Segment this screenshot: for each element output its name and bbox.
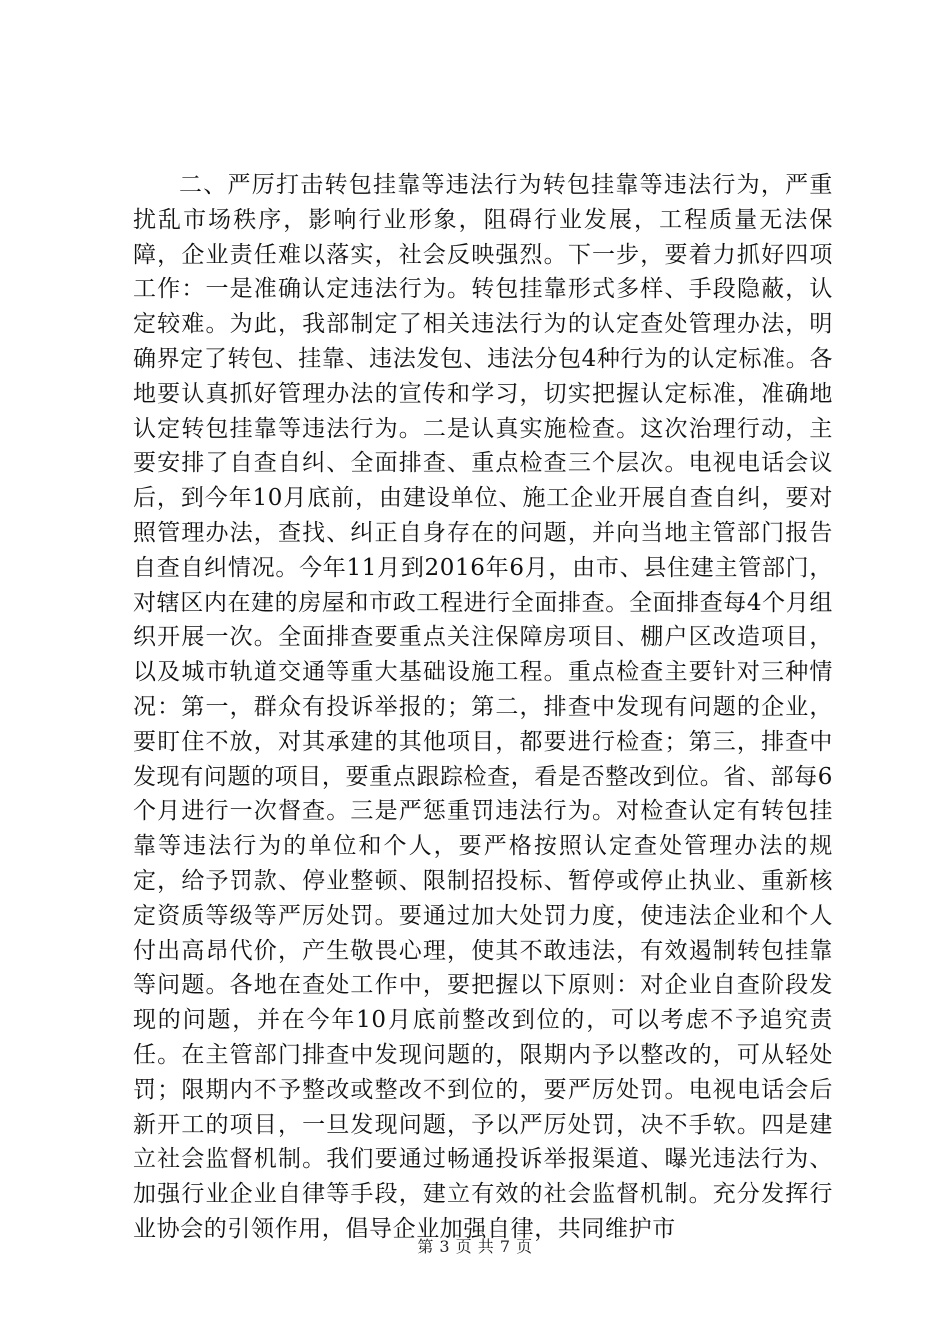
- page-footer: 第 3 页 共 7 页: [417, 1237, 533, 1256]
- body-paragraph: 二、严厉打击转包挂靠等违法行为转包挂靠等违法行为，严重扰乱市场秩序，影响行业形象，阻碍行业发展，工程质量无法保障，企业责任难以落实，社会反映强烈。下一步，要着力抓好四项工作：一是准确认定违法行为。转包挂靠形式多样、手段隐蔽，认定较难。为此，我部制定了相关违法行为的认定查处管理办法，明确界定了转包、挂靠、违法发包、违法分包4种行为的认定标准。各地要认真抓好管理办法的宣传和学习，切实把握认定标准，准确地认定转包挂靠等违法行为。二是认真实施检查。这次治理行动，主要安排了自查自纠、全面排查、重点检查三个层次。电视电话会议后，到今年10月底前，由建设单位、施工企业开展自查自纠，要对照管理办法，查找、纠正自身存在的问题，并向当地主管部门报告自查自纠情况。今年11月到2016年6月，由市、县住建主管部门，对辖区内在建的房屋和市政工程进行全面排查。全面排查每4个月组织开展一次。全面排查要重点关注保障房项目、棚户区改造项目，以及城市轨道交通等重大基础设施工程。重点检查主要针对三种情况：第一，群众有投诉举报的；第二，排查中发现有问题的企业，要盯住不放，对其承建的其他项目，都要进行检查；第三，排查中发现有问题的项目，要重点跟踪检查，看是否整改到位。省、部每6个月进行一次督查。三是严惩重罚违法行为。对检查认定有转包挂靠等违法行为的单位和个人，要严格按照认定查处管理办法的规定，给予罚款、停业整顿、限制招投标、暂停或停止执业、重新核定资质等级等严厉处罚。要通过加大处罚力度，使违法企业和个人付出高昂代价，产生敬畏心理，使其不敢违法，有效遏制转包挂靠等问题。各地在查处工作中，要把握以下原则：对企业自查阶段发现的问题，并在今年10月底前整改到位的，可以考虑不予追究责任。在主管部门排查中发现问题的，限期内予以整改的，可从轻处罚；限期内不予整改或整改不到位的，要严厉处罚。电视电话会后新开工的项目，一旦发现问题，予以严厉处罚，决不手软。四是建立社会监督机制。我们要通过畅通投诉举报渠道、曝光违法行为、加强行业企业自律等手段，建立有效的社会监督机制。充分发挥行业协会的引领作用，倡导企业加强自律，共同维护市: [133, 172, 833, 1242]
